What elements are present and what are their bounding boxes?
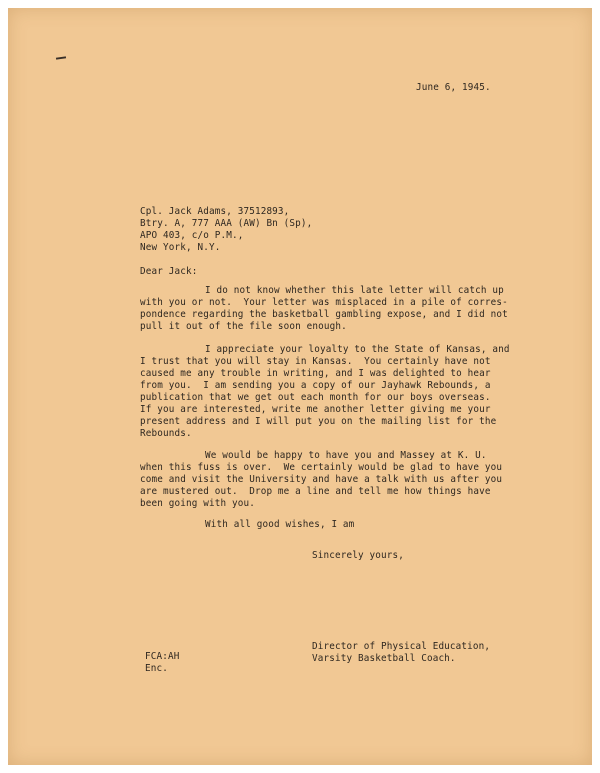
closing-line: With all good wishes, I am bbox=[205, 519, 355, 530]
paragraph-line: I do not know whether this late letter will catch up bbox=[205, 285, 504, 296]
paragraph-line: are mustered out. Drop me a line and tell me how things have bbox=[140, 486, 491, 497]
paragraph-line: publication that we get out each month for our boys overseas. bbox=[140, 392, 491, 403]
reference-line: FCA:AH bbox=[145, 651, 180, 662]
paragraph-line: been going with you. bbox=[140, 498, 255, 509]
paragraph-line: Rebounds. bbox=[140, 428, 192, 439]
salutation: Dear Jack: bbox=[140, 266, 198, 277]
paragraph-line: We would be happy to have you and Massey at K. U. bbox=[205, 450, 487, 461]
paragraph-line: from you. I am sending you a copy of our Jayhawk Rebounds, a bbox=[140, 380, 491, 391]
signature-title-line: Varsity Basketball Coach. bbox=[312, 653, 456, 664]
paragraph-line: caused me any trouble in writing, and I was delighted to hear bbox=[140, 368, 491, 379]
paragraph-line: I trust that you will stay in Kansas. You certainly have not bbox=[140, 356, 491, 367]
paragraph-line: If you are interested, write me another letter giving me your bbox=[140, 404, 491, 415]
paragraph-line: pull it out of the file soon enough. bbox=[140, 321, 347, 332]
paragraph-line: come and visit the University and have a talk with us after you bbox=[140, 474, 503, 485]
enclosure-line: Enc. bbox=[145, 663, 168, 674]
paragraph-line: I appreciate your loyalty to the State of Kansas, and bbox=[205, 344, 510, 355]
paragraph-line: when this fuss is over. We certainly would be glad to have you bbox=[140, 462, 503, 473]
recipient-line: APO 403, c/o P.M., bbox=[140, 230, 244, 241]
recipient-line: Cpl. Jack Adams, 37512893, bbox=[140, 206, 290, 217]
letter-date: June 6, 1945. bbox=[416, 82, 491, 93]
letter-page bbox=[8, 8, 592, 765]
paragraph-line: with you or not. Your letter was misplaced in a pile of corres- bbox=[140, 297, 508, 308]
recipient-line: Btry. A, 777 AAA (AW) Bn (Sp), bbox=[140, 218, 313, 229]
recipient-line: New York, N.Y. bbox=[140, 242, 221, 253]
signature-title-line: Director of Physical Education, bbox=[312, 641, 491, 652]
sign-off: Sincerely yours, bbox=[312, 550, 404, 561]
paragraph-line: pondence regarding the basketball gambling expose, and I did not bbox=[140, 309, 508, 320]
pen-mark bbox=[56, 56, 66, 59]
paragraph-line: present address and I will put you on the mailing list for the bbox=[140, 416, 497, 427]
